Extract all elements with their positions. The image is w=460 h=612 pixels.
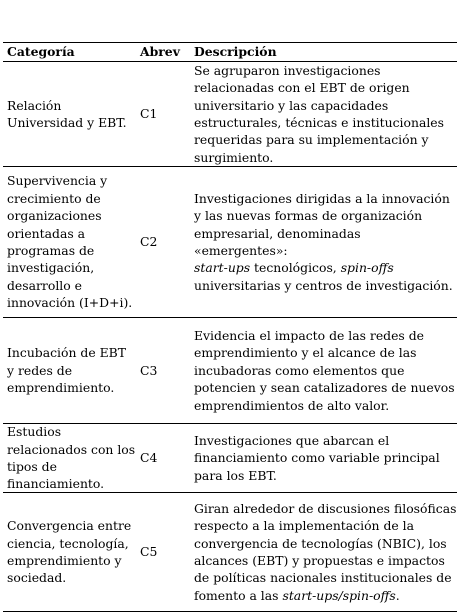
description-cell: Investigaciones que abarcan el financiamiento como variable principal para los EBT. <box>194 432 440 483</box>
table-row <box>3 62 457 167</box>
categories-table <box>3 42 457 612</box>
description-cell <box>194 190 457 294</box>
table-row <box>3 318 457 424</box>
category-cell: Convergencia entre ciencia, tecnología, emprendimiento y sociedad. <box>7 518 132 586</box>
description-text: Giran alrededor de discusiones filosóficas respecto a la implementación de la convergencia de tecnologías (NBIC), los alcances (EBT) y propuestas e impactos de políticas nacionales institucionales de fomento a las <box>194 500 457 603</box>
abbrev-cell: C2 <box>140 234 158 250</box>
table-row <box>3 493 457 612</box>
category-cell: Estudios relacionados con los tipos de financiamiento. <box>7 424 136 492</box>
description-italic: start-ups <box>194 260 251 276</box>
category-cell: Supervivencia y crecimiento de organizaciones orientadas a programas de investigación, desarrollo e innovación (I+D+i). <box>7 173 133 311</box>
abbrev-cell: C1 <box>140 106 158 122</box>
description-text: . <box>395 587 400 603</box>
header-categoria: Categoría <box>7 44 75 59</box>
header-descripcion: Descripción <box>194 44 277 59</box>
table-header <box>3 42 457 62</box>
description-cell: Se agruparon investigaciones relacionadas con el EBT de origen universitario y las capacidades estructurales, técnicas e institucionales requeridas para su implementación y surgimiento. <box>194 62 444 165</box>
description-text: tecnológicos, <box>250 260 341 276</box>
description-cell <box>194 500 457 604</box>
description-italic: spin-offs <box>340 260 394 276</box>
header-abrev: Abrev <box>140 44 180 59</box>
abbrev-cell: C5 <box>140 544 158 560</box>
description-text: universitarias y centros de investigación. <box>194 277 453 293</box>
table-row <box>3 167 457 318</box>
abbrev-cell: C3 <box>140 362 158 378</box>
category-cell: Incubación de EBT y redes de emprendimiento. <box>7 345 127 396</box>
description-cell: Evidencia el impacto de las redes de emprendimiento y el alcance de las incubadoras como elementos que potencien y sean catalizadores de nuevos emprendimientos de alto valor. <box>194 327 455 413</box>
description-text: Investigaciones dirigidas a la innovación y las nuevas formas de organización empresarial, denominadas «emergentes»: <box>194 190 450 258</box>
abbrev-cell: C4 <box>140 450 158 466</box>
category-cell: Relación Universidad y EBT. <box>7 97 127 130</box>
description-italic: start-ups/spin-offs <box>282 587 396 603</box>
table-row <box>3 424 457 493</box>
